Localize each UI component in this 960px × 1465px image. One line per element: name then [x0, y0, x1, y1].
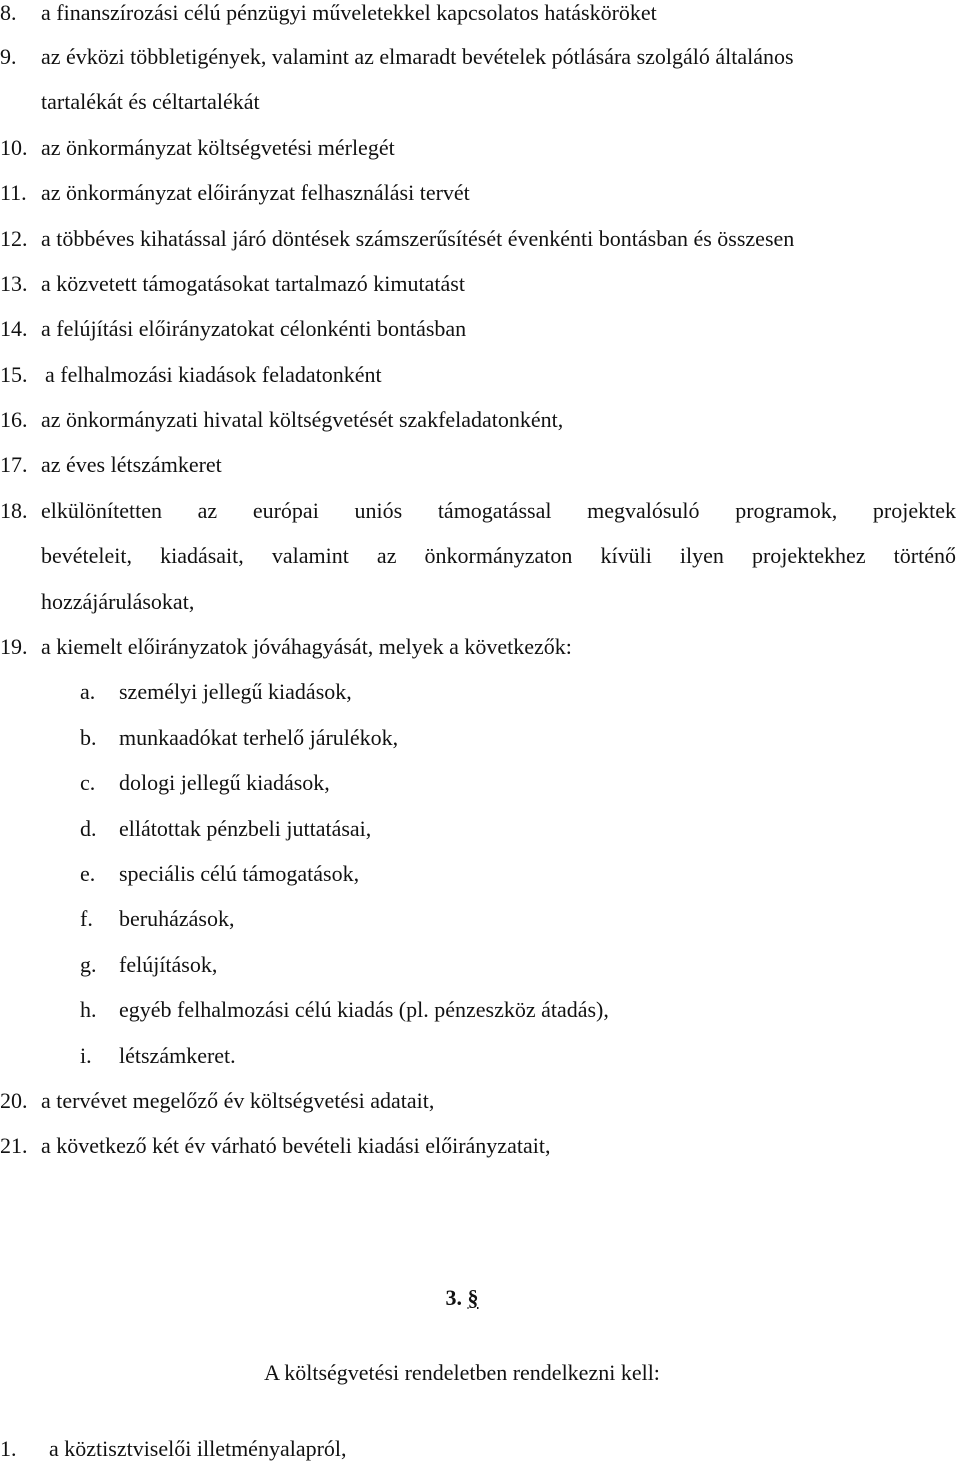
section-intro: A költségvetési rendeletben rendelkezni kell: — [264, 1360, 660, 1385]
section-number: 3. — [445, 1285, 462, 1310]
sub-item-text: speciális célú támogatások, — [119, 861, 360, 886]
item-text — [41, 498, 956, 524]
sub-item-text: munkaadókat terhelő járulékok, — [119, 725, 399, 750]
item-text: az önkormányzat költségvetési mérlegét — [41, 135, 395, 160]
item-number: 11. — [0, 180, 27, 205]
item-text-line: elkülönítetten az európai uniós támogatással megvalósuló programok, projektek — [41, 498, 956, 523]
item-number: 12. — [0, 226, 28, 251]
item-text-continuation: hozzájárulásokat, — [41, 589, 195, 614]
item-text: az önkormányzat előirányzat felhasználási tervét — [41, 180, 470, 205]
item-number: 19. — [0, 634, 28, 659]
item-number: 10. — [0, 135, 28, 160]
sub-item-letter: c. — [80, 770, 96, 795]
item-text: a kiemelt előirányzatok jóváhagyását, melyek a következők: — [41, 634, 572, 659]
item-number: 16. — [0, 407, 28, 432]
item-number: 18. — [0, 498, 28, 523]
item-text-continuation — [41, 543, 956, 569]
item-text-line: bevételeit, kiadásait, valamint az önkormányzaton kívüli ilyen projektekhez történő — [41, 543, 956, 568]
sub-item-text: ellátottak pénzbeli juttatásai, — [119, 816, 372, 841]
sub-item-text: dologi jellegű kiadások, — [119, 770, 330, 795]
item-number: 9. — [0, 44, 17, 69]
sub-item-text: létszámkeret. — [119, 1043, 236, 1068]
sub-item-letter: g. — [80, 952, 97, 977]
item-text: az éves létszámkeret — [41, 452, 222, 477]
sub-item-letter: h. — [80, 997, 97, 1022]
item-number: 21. — [0, 1133, 28, 1158]
item-number: 8. — [0, 0, 17, 25]
item-text: a többéves kihatással járó döntések számszerűsítését évenkénti bontásban és összesen — [41, 226, 795, 251]
sub-item-letter: d. — [80, 816, 97, 841]
sub-item-text: felújítások, — [119, 952, 218, 977]
item-text: a következő két év várható bevételi kiadási előirányzatait, — [41, 1133, 551, 1158]
item-text: a közvetett támogatásokat tartalmazó kimutatást — [41, 271, 465, 296]
sub-item-letter: e. — [80, 861, 96, 886]
sub-item-letter: f. — [80, 906, 93, 931]
sub-item-text: egyéb felhalmozási célú kiadás (pl. pénzeszköz átadás), — [119, 997, 609, 1022]
sub-item-letter: b. — [80, 725, 97, 750]
item-text: a felhalmozási kiadások feladatonként — [45, 362, 382, 387]
item-number: 17. — [0, 452, 28, 477]
item-text: a finanszírozási célú pénzügyi műveletekkel kapcsolatos hatásköröket — [41, 0, 657, 25]
item-text: a tervévet megelőző év költségvetési adatait, — [41, 1088, 435, 1113]
item-number: 15. — [0, 362, 28, 387]
item-text: a felújítási előirányzatokat célonkénti bontásban — [41, 316, 467, 341]
item-number: 20. — [0, 1088, 28, 1113]
item-text: az évközi többletigények, valamint az elmaradt bevételek pótlására szolgáló általános — [41, 44, 794, 69]
sub-item-letter: a. — [80, 679, 96, 704]
item-text: a köztisztviselői illetményalapról, — [49, 1436, 347, 1461]
item-number: 13. — [0, 271, 28, 296]
item-text-continuation: tartalékát és céltartalékát — [41, 89, 260, 114]
section-heading — [0, 1285, 924, 1311]
sub-item-text: beruházások, — [119, 906, 235, 931]
section-symbol: § — [467, 1285, 479, 1310]
sub-item-text: személyi jellegű kiadások, — [119, 679, 352, 704]
item-number: 1. — [0, 1436, 17, 1461]
item-number: 14. — [0, 316, 28, 341]
item-text: az önkormányzati hivatal költségvetését szakfeladatonként, — [41, 407, 564, 432]
sub-item-letter: i. — [80, 1043, 92, 1068]
